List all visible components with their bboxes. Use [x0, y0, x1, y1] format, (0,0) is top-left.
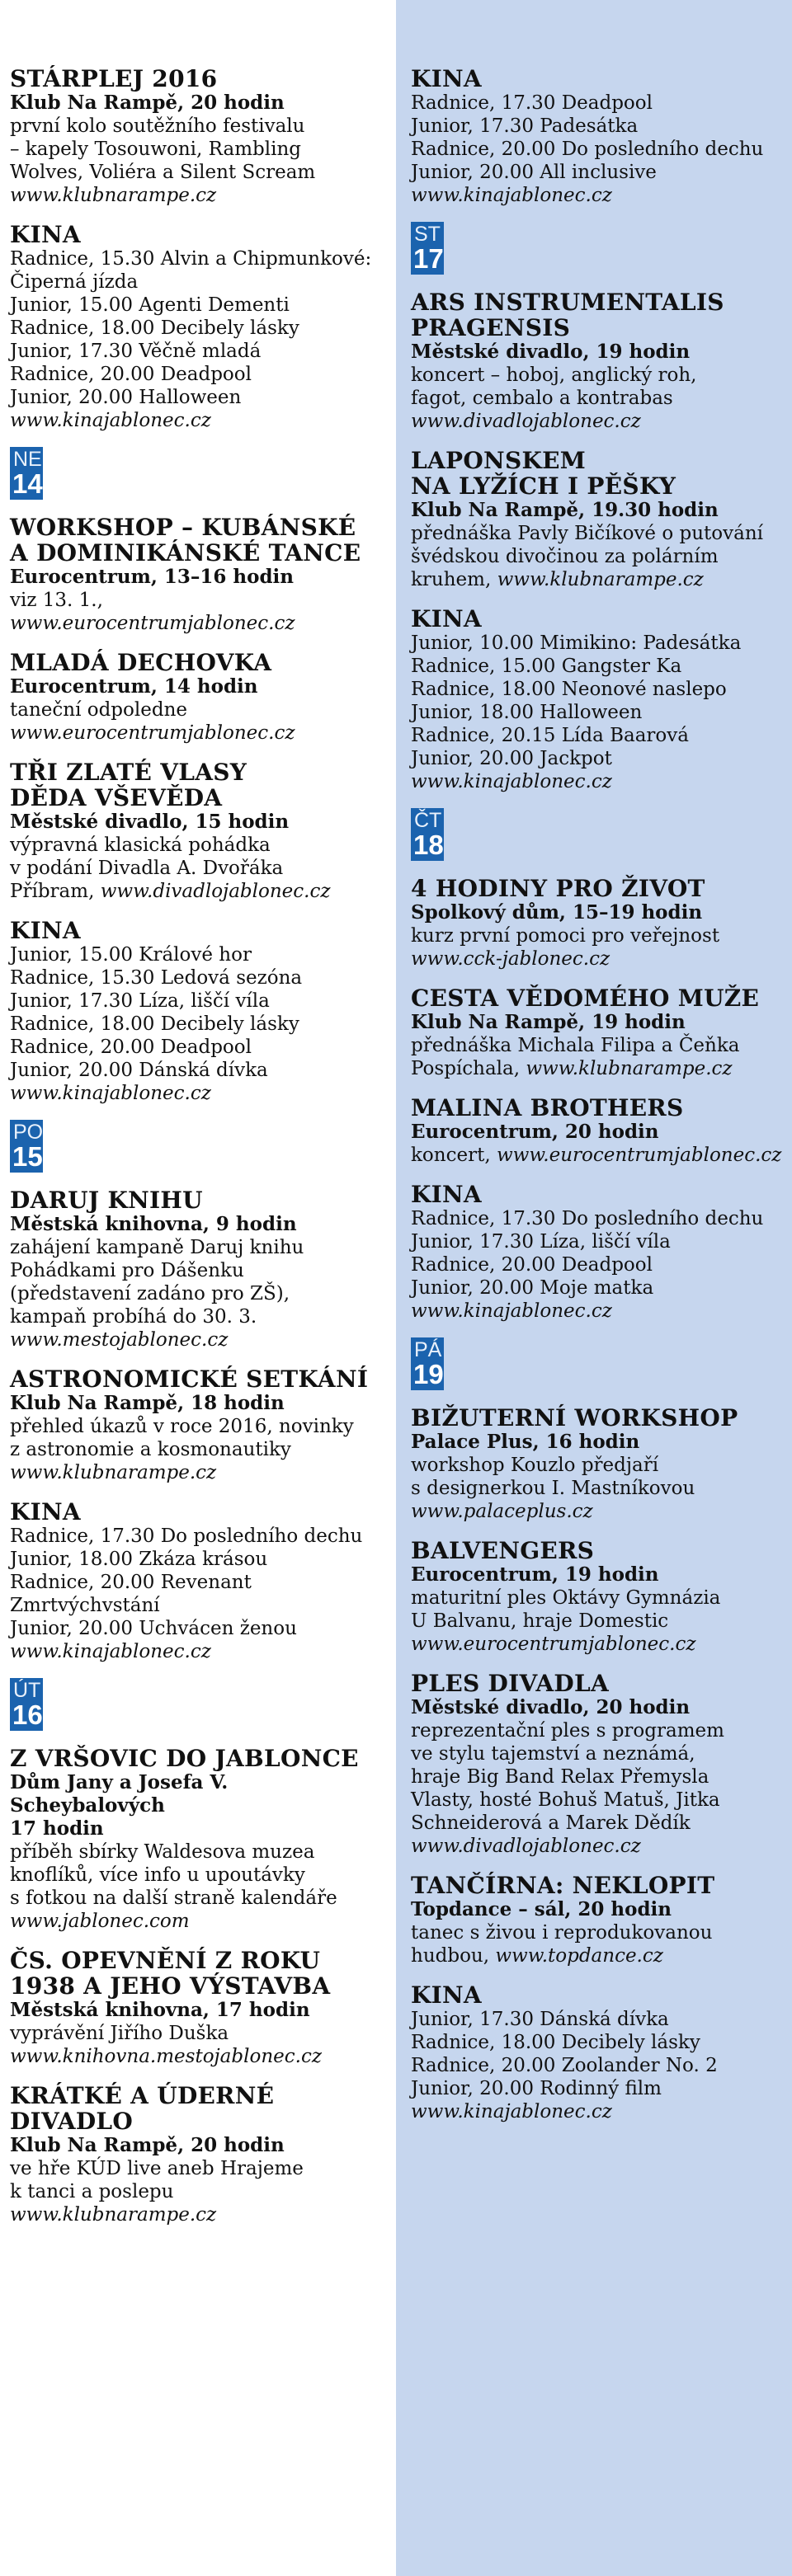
- event-description: [10, 1525, 383, 1640]
- day-badge: [411, 222, 444, 275]
- day-abbr: PO: [13, 1121, 44, 1144]
- left-column: [10, 66, 383, 2241]
- event-title: ASTRONOMICKÉ SETKÁNÍ: [10, 1366, 369, 1393]
- event-link[interactable]: www.klubnarampe.cz: [497, 569, 704, 590]
- day-header-17: [411, 222, 784, 278]
- event-title: STÁRPLEJ 2016: [10, 65, 218, 92]
- event-description-text: Radnice, 17.30 Do posledního dechu Junior, 17.30 Líza, liščí víla Radnice, 20.00 Deadpool Junior, 20.00 Moje matka: [411, 1208, 764, 1299]
- event-venue-time: Městská knihovna, 17 hodin: [10, 1999, 310, 2021]
- day-header-16: [10, 1678, 383, 1734]
- event-description-text: vyprávění Jiřího Duška: [10, 2023, 229, 2044]
- event-venue-time: Eurocentrum, 14 hodin: [10, 675, 258, 698]
- event-venue-time: Klub Na Rampě, 20 hodin: [10, 92, 285, 114]
- event-link-line: [10, 1461, 383, 1484]
- event-title: KINA: [411, 65, 482, 92]
- event-link[interactable]: www.cck-jablonec.cz: [411, 948, 610, 970]
- event-description-text: kurz první pomoci pro veřejnost: [411, 925, 720, 947]
- event-workshop-kubanske-a-dominikanske-tance: [10, 515, 383, 635]
- event-description: [411, 92, 784, 184]
- event-description: [10, 589, 383, 635]
- event-link[interactable]: www.eurocentrumjablonec.cz: [411, 1634, 696, 1655]
- event-description-text: Radnice, 17.30 Deadpool Junior, 17.30 Padesátka Radnice, 20.00 Do posledního dechu Junior, 20.00 All inclusive: [411, 92, 764, 183]
- event-link[interactable]: www.kinajablonec.cz: [10, 1083, 211, 1104]
- day-number: 14: [12, 468, 43, 499]
- event-kina: [411, 1182, 784, 1323]
- event-description-text: Junior, 17.30 Dánská dívka Radnice, 18.00 Decibely lásky Radnice, 20.00 Zoolander No. 2 Junior, 20.00 Rodinný film: [411, 2009, 718, 2099]
- event-description: [10, 1236, 383, 1328]
- event-z-vrsovic-do-jablonce: [10, 1746, 383, 1933]
- event-venue-time: Klub Na Rampě, 19.30 hodin: [411, 499, 719, 521]
- event-title: MLADÁ DECHOVKA: [10, 649, 272, 676]
- event-link[interactable]: www.divadlojablonec.cz: [411, 411, 641, 432]
- event-description: [10, 247, 383, 409]
- event-title: KINA: [10, 917, 81, 944]
- event-title: KINA: [411, 605, 482, 632]
- event-link[interactable]: www.topdance.cz: [495, 1945, 663, 1967]
- day-abbr: NE: [13, 448, 42, 471]
- event-description-text: Junior, 15.00 Králové hor Radnice, 15.30 Ledová sezóna Junior, 17.30 Líza, liščí víla Radnice, 18.00 Decibely lásky Radnice, 20.00 Deadpool Junior, 20.00 Dánská dívka: [10, 944, 303, 1081]
- day-header-15: [10, 1120, 383, 1176]
- event-kina: [10, 918, 383, 1105]
- event-description-text: maturitní ples Oktávy Gymnázia U Balvanu, hraje Domestic: [411, 1587, 721, 1632]
- event-link-line: [411, 1835, 784, 1858]
- day-header-14: [10, 447, 383, 503]
- event-venue-time: Eurocentrum, 20 hodin: [411, 1121, 659, 1143]
- event-link-line: [411, 1633, 784, 1656]
- event-kina: [411, 606, 784, 793]
- event-astronomicke-setkani: [10, 1366, 383, 1484]
- event-title: WORKSHOP – KUBÁNSKÉ A DOMINIKÁNSKÉ TANCE: [10, 514, 361, 566]
- event-link[interactable]: www.kinajablonec.cz: [411, 2101, 612, 2122]
- event-bizuterni-workshop: [411, 1405, 784, 1523]
- event-venue-time: Spolkový dům, 15–19 hodin: [411, 901, 703, 924]
- day-number: 15: [12, 1141, 43, 1172]
- event-description-text: workshop Kouzlo předjaří s designerkou I. Mastníkovou: [411, 1455, 695, 1499]
- event-kina: [10, 1499, 383, 1663]
- event-description: [10, 115, 383, 184]
- event-tri-zlate-vlasy-deda-vseveda: [10, 759, 383, 903]
- event-description: [411, 632, 784, 770]
- event-description: [411, 1454, 784, 1500]
- event-balvengers: [411, 1538, 784, 1656]
- event-description-text: Junior, 10.00 Mimikino: Padesátka Radnice, 15.00 Gangster Ka Radnice, 18.00 Neonové naslepo Junior, 18.00 Halloween Radnice, 20.15 Lída Baarová Junior, 20.00 Jackpot: [411, 632, 742, 769]
- event-description: [10, 1840, 383, 1910]
- right-column: [411, 66, 784, 2138]
- event-link-line: [10, 2203, 383, 2226]
- event-cs-opevneni-z-roku-1938-a-jeho-vystavba: [10, 1948, 383, 2068]
- event-starplej-2016: [10, 66, 383, 207]
- event-title: DARUJ KNIHU: [10, 1187, 203, 1214]
- event-kina: [411, 66, 784, 207]
- event-title: PLES DIVADLA: [411, 1670, 610, 1697]
- event-kina: [411, 1982, 784, 2123]
- event-laponskem-na-lyzich-i-pesky: [411, 448, 784, 591]
- event-link[interactable]: www.klubnarampe.cz: [10, 185, 217, 206]
- event-description-text: reprezentační ples s programem ve stylu tajemství a neznámá, hraje Big Band Relax Přemysla Vlasty, hosté Bohuš Matuš, Jitka Schneiderová a Marek Dědík: [411, 1720, 724, 1834]
- event-description-text: ve hře KÚD live aneb Hrajeme k tanci a poslepu: [10, 2158, 304, 2202]
- event-link[interactable]: www.eurocentrumjablonec.cz: [496, 1145, 782, 1166]
- event-link-line: [411, 184, 784, 207]
- event-title: LAPONSKEM NA LYŽÍCH I PĚŠKY: [411, 447, 676, 500]
- event-kratke-a-uderne-divadlo: [10, 2083, 383, 2226]
- event-description: [10, 834, 383, 903]
- event-link[interactable]: www.eurocentrumjablonec.cz: [10, 722, 295, 744]
- event-link-line: [10, 409, 383, 432]
- day-number: 19: [413, 1359, 444, 1389]
- event-description-text: tanec s živou i reprodukovanou hudbou,: [411, 1922, 713, 1967]
- event-title: KINA: [10, 1498, 81, 1525]
- event-title: MALINA BROTHERS: [411, 1094, 684, 1121]
- event-description-text: zahájení kampaně Daruj knihu Pohádkami pro Dášenku (představení zadáno pro ZŠ), kampaň probíhá do 30. 3.: [10, 1237, 304, 1328]
- event-link[interactable]: www.divadlojablonec.cz: [411, 1836, 641, 1857]
- event-link-line: [411, 770, 784, 793]
- event-link[interactable]: www.jablonec.com: [10, 1911, 190, 1932]
- event-description-text: první kolo soutěžního festivalu – kapely Tosouwoni, Rambling Wolves, Voliéra a Silent Scream: [10, 115, 316, 183]
- event-link[interactable]: www.kinajablonec.cz: [411, 185, 612, 206]
- event-description-text: přednáška Pavly Bičíkové o putování švédskou divočinou za polárním kruhem,: [411, 523, 764, 590]
- event-description: [411, 1144, 784, 1167]
- event-link-line: [10, 2045, 383, 2068]
- event-description-text: výpravná klasická pohádka v podání Divadla A. Dvořáka Příbram,: [10, 834, 284, 902]
- event-title: BALVENGERS: [411, 1537, 595, 1564]
- event-link[interactable]: www.divadlojablonec.cz: [100, 881, 331, 902]
- event-description-text: Radnice, 17.30 Do posledního dechu Junior, 18.00 Zkáza krásou Radnice, 20.00 Revenant Zmrtvýchvstání Junior, 20.00 Uchvácen ženou: [10, 1525, 363, 1639]
- event-description: [411, 364, 784, 410]
- event-title: ARS INSTRUMENTALIS PRAGENSIS: [411, 289, 724, 341]
- event-venue-time: Eurocentrum, 19 hodin: [411, 1563, 659, 1586]
- event-link-line: [10, 1640, 383, 1663]
- event-link[interactable]: www.kinajablonec.cz: [411, 771, 612, 792]
- event-description-text: koncert – hoboj, anglický roh, fagot, cembalo a kontrabas: [411, 364, 697, 409]
- event-ars-instrumentalis-pragensis: [411, 289, 784, 433]
- event-link[interactable]: www.kinajablonec.cz: [10, 1641, 211, 1662]
- event-venue-time: Klub Na Rampě, 18 hodin: [10, 1392, 285, 1414]
- event-link[interactable]: www.klubnarampe.cz: [10, 2204, 217, 2226]
- event-title: KRÁTKÉ A ÚDERNÉ DIVADLO: [10, 2082, 275, 2135]
- event-description: [411, 1586, 784, 1633]
- event-title: TŘI ZLATÉ VLASY DĚDA VŠEVĚDA: [10, 759, 248, 811]
- event-link-line: [411, 1500, 784, 1523]
- event-link-line: [10, 184, 383, 207]
- event-title: 4 HODINY PRO ŽIVOT: [411, 875, 705, 902]
- day-badge: [411, 808, 444, 861]
- event-link[interactable]: www.klubnarampe.cz: [10, 1462, 217, 1483]
- event-venue-time: Městské divadlo, 19 hodin: [411, 341, 691, 363]
- event-title: TANČÍRNA: NEKLOPIT: [411, 1872, 715, 1899]
- day-abbr: ČT: [414, 809, 442, 832]
- day-badge: [10, 1120, 43, 1173]
- event-link[interactable]: www.knihovna.mestojablonec.cz: [10, 2046, 322, 2067]
- event-4-hodiny-pro-zivot: [411, 876, 784, 971]
- event-venue-time: Městské divadlo, 20 hodin: [411, 1696, 691, 1718]
- event-venue-time: Městské divadlo, 15 hodin: [10, 811, 290, 833]
- event-description: [411, 1034, 784, 1080]
- event-link[interactable]: www.mestojablonec.cz: [10, 1329, 229, 1351]
- day-badge: [10, 447, 43, 500]
- event-link[interactable]: www.eurocentrumjablonec.cz: [10, 613, 295, 634]
- event-venue-time: Městská knihovna, 9 hodin: [10, 1213, 297, 1235]
- event-venue-time: Dům Jany a Josefa V. Scheybalových 17 hodin: [10, 1771, 229, 1840]
- event-link[interactable]: www.kinajablonec.cz: [411, 1300, 612, 1322]
- day-badge: [411, 1337, 444, 1390]
- event-link-line: [10, 1082, 383, 1105]
- event-title: ČS. OPEVNĚNÍ Z ROKU 1938 A JEHO VÝSTAVBA: [10, 1947, 331, 2000]
- event-description: [10, 943, 383, 1082]
- event-description-text: viz 13. 1.,: [10, 590, 103, 611]
- event-link[interactable]: www.klubnarampe.cz: [526, 1058, 733, 1079]
- event-description-text: Radnice, 15.30 Alvin a Chipmunkové: Čiperná jízda Junior, 15.00 Agenti Dementi Radnice, 18.00 Decibely lásky Junior, 17.30 Věčně mladá Radnice, 20.00 Deadpool Junior, 20.00 Halloween: [10, 248, 372, 408]
- event-title: KINA: [411, 1181, 482, 1208]
- event-description-text: přednáška Michala Filipa a Čeňka Pospíchala,: [411, 1035, 740, 1079]
- event-description-text: příběh sbírky Waldesova muzea knoflíků, více info u upoutávky s fotkou na další straně kalendáře: [10, 1841, 337, 1909]
- event-title: CESTA VĚDOMÉHO MUŽE: [411, 985, 760, 1012]
- event-description: [10, 1415, 383, 1461]
- day-number: 17: [413, 243, 444, 274]
- event-link-line: [10, 1328, 383, 1351]
- event-link[interactable]: www.kinajablonec.cz: [10, 410, 211, 431]
- event-venue-time: Eurocentrum, 13–16 hodin: [10, 566, 295, 588]
- event-link-line: [411, 947, 784, 971]
- event-description: [411, 1207, 784, 1300]
- event-description: [411, 522, 784, 591]
- day-number: 18: [413, 830, 444, 860]
- event-description: [411, 2008, 784, 2100]
- event-ples-divadla: [411, 1671, 784, 1858]
- event-description: [10, 2022, 383, 2045]
- event-title: KINA: [10, 221, 81, 248]
- event-link-line: [411, 1300, 784, 1323]
- event-venue-time: Topdance – sál, 20 hodin: [411, 1898, 672, 1920]
- day-badge: [10, 1678, 43, 1731]
- event-description-text: taneční odpoledne: [10, 699, 187, 721]
- event-link[interactable]: www.palaceplus.cz: [411, 1501, 593, 1522]
- day-header-18: [411, 808, 784, 864]
- event-daruj-knihu: [10, 1187, 383, 1351]
- event-description: [411, 1719, 784, 1835]
- event-venue-time: Klub Na Rampě, 20 hodin: [10, 2134, 285, 2156]
- day-header-19: [411, 1337, 784, 1394]
- event-description-text: přehled úkazů v roce 2016, novinky z astronomie a kosmonautiky: [10, 1416, 354, 1460]
- event-link-line: [10, 1910, 383, 1933]
- event-description: [10, 2157, 383, 2203]
- event-link-line: [411, 2100, 784, 2123]
- event-link-line: [10, 722, 383, 745]
- event-title: KINA: [411, 1981, 482, 2009]
- event-venue-time: Palace Plus, 16 hodin: [411, 1431, 640, 1453]
- event-tancirna-neklopit: [411, 1873, 784, 1967]
- event-venue-time: Klub Na Rampě, 19 hodin: [411, 1011, 686, 1033]
- event-title: BIŽUTERNÍ WORKSHOP: [411, 1404, 738, 1431]
- event-mlada-dechovka: [10, 650, 383, 745]
- day-number: 16: [12, 1699, 43, 1730]
- event-description: [411, 924, 784, 947]
- event-cesta-vedomeho-muze: [411, 985, 784, 1080]
- event-malina-brothers: [411, 1095, 784, 1167]
- event-description: [411, 1921, 784, 1967]
- day-abbr: ST: [414, 223, 441, 246]
- event-title: Z VRŠOVIC DO JABLONCE: [10, 1745, 359, 1772]
- day-abbr: ÚT: [13, 1679, 41, 1702]
- event-link-line: [411, 410, 784, 433]
- day-abbr: PÁ: [414, 1338, 442, 1361]
- event-kina: [10, 222, 383, 432]
- event-description: [10, 698, 383, 722]
- event-description-text: koncert,: [411, 1145, 497, 1166]
